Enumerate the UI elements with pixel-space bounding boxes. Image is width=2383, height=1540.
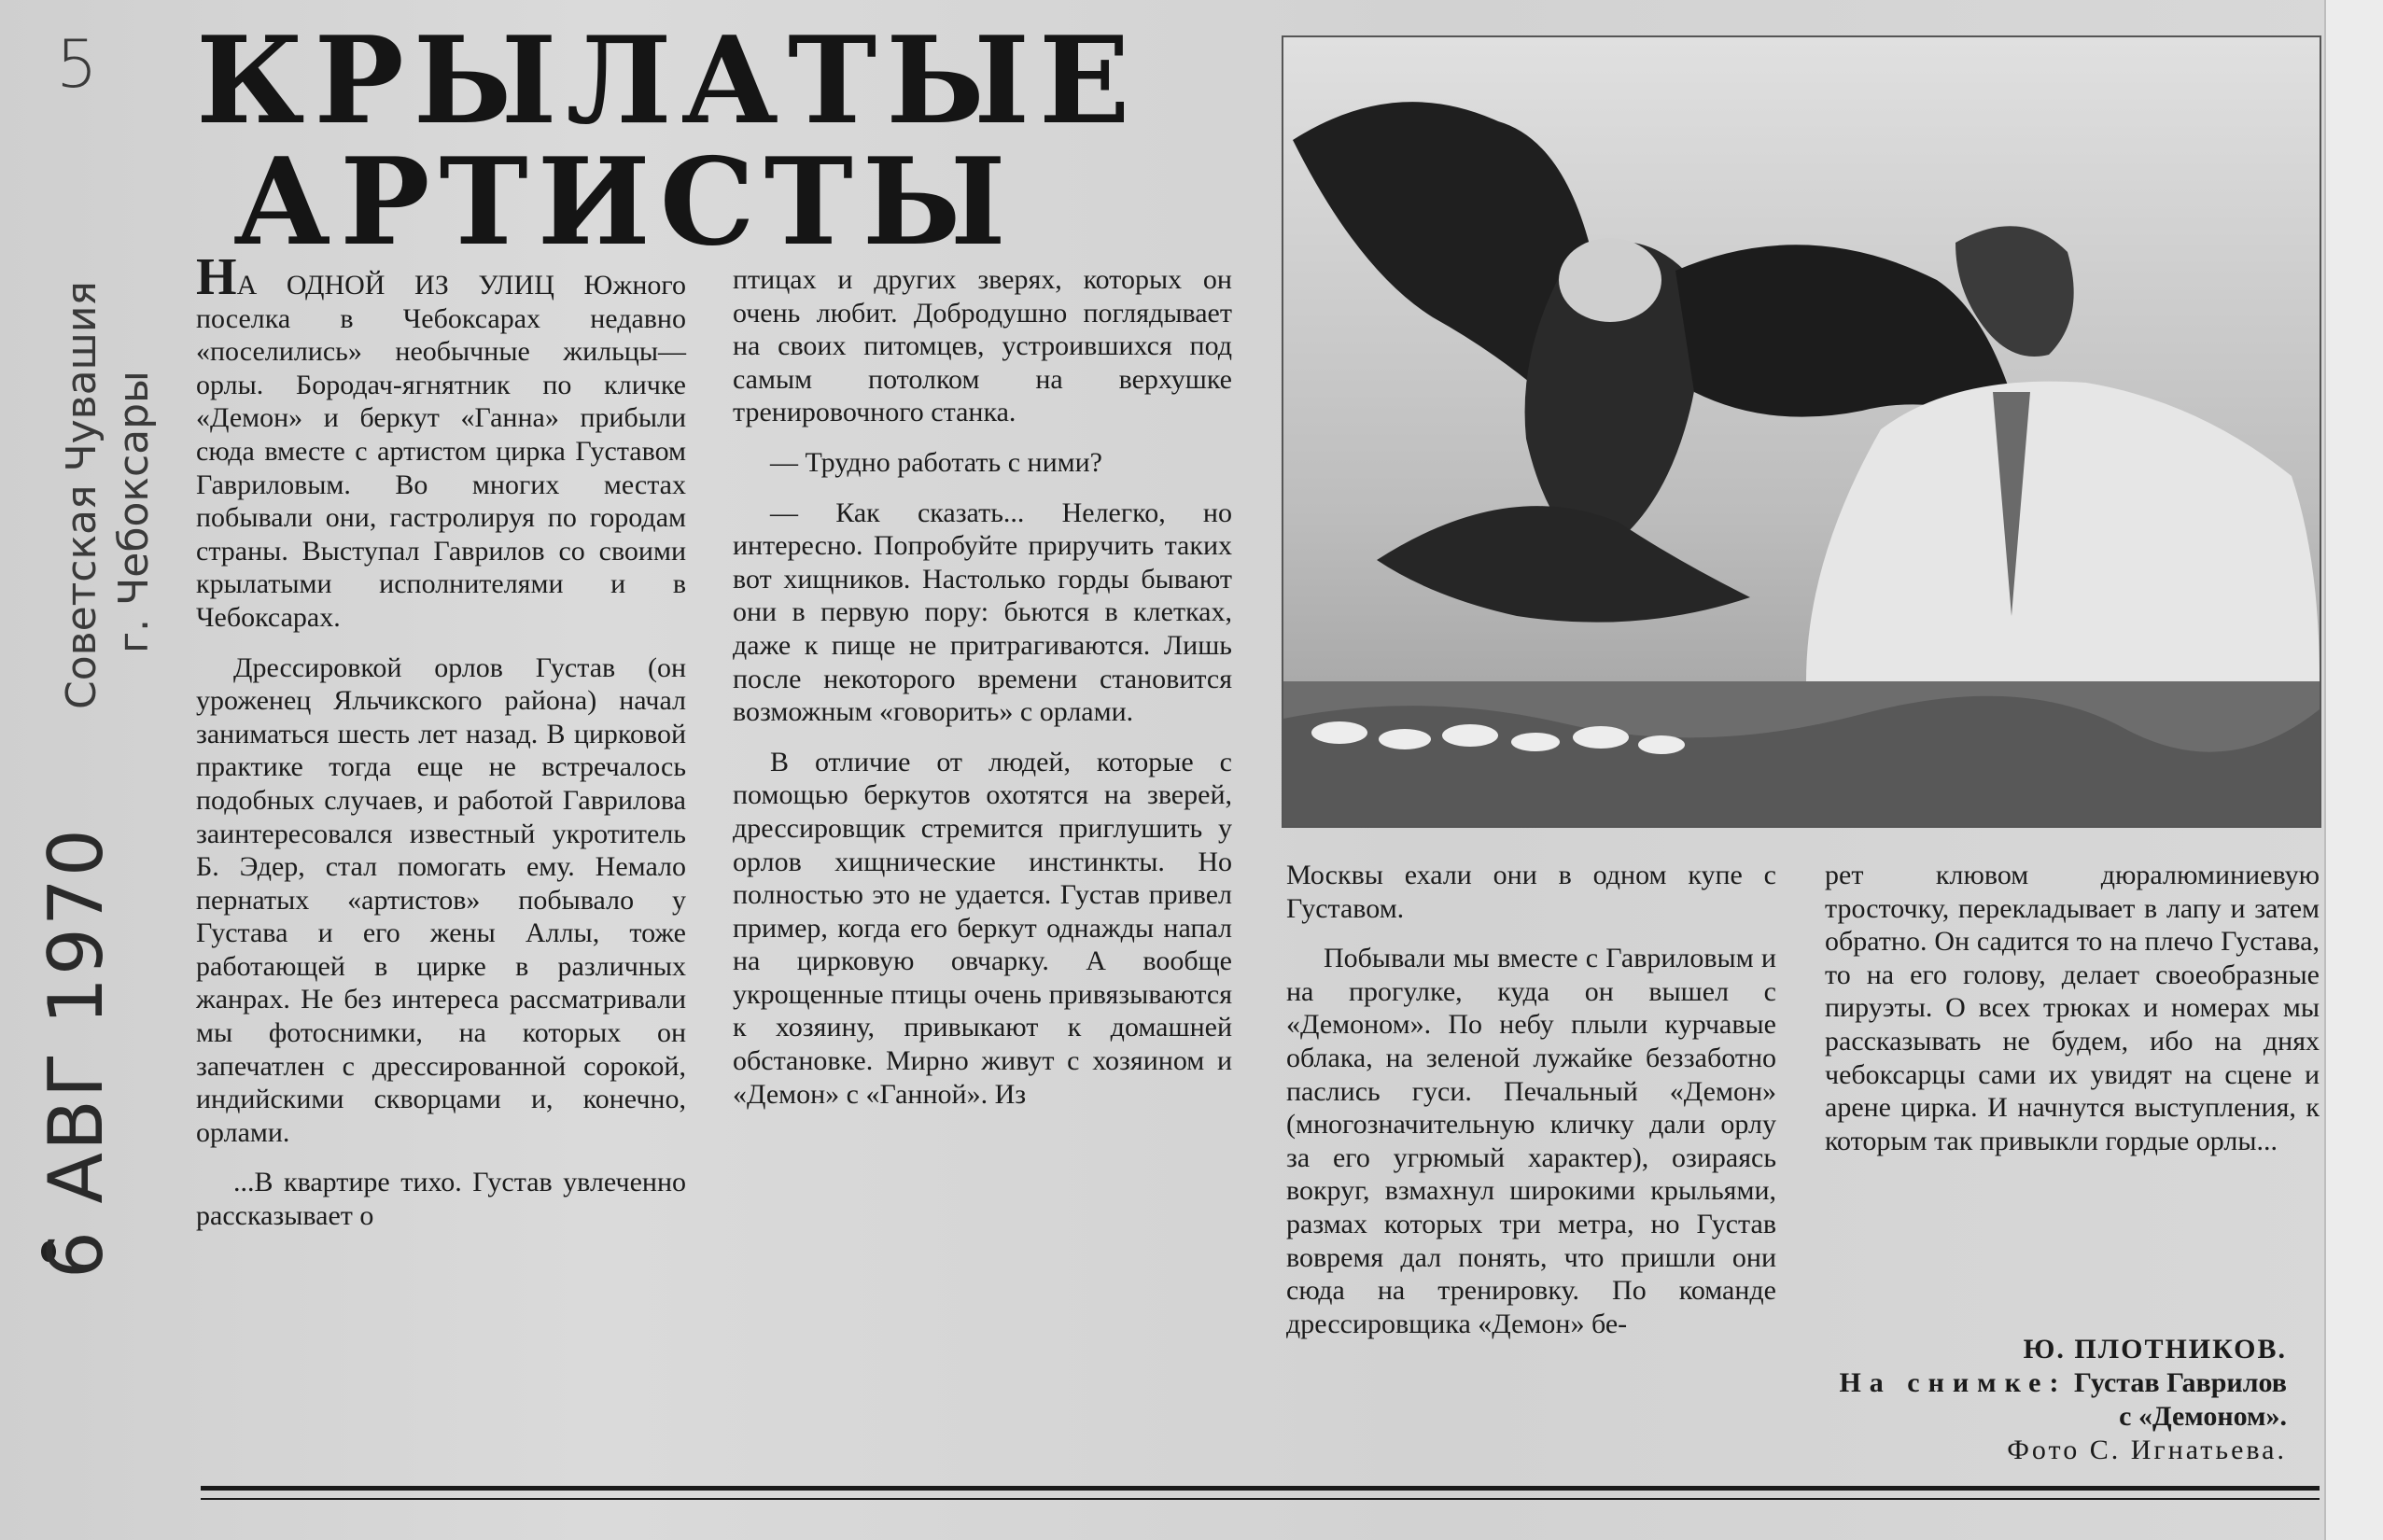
article-column-3 <box>1286 859 1776 1340</box>
paragraph <box>196 248 686 635</box>
paragraph: — Как сказать... Нелегко, но интересно. Попробуйте приручить таких вот хищников. Настолько горды бывают они в первую пору: бьются в клетках, даже к пище не притрагиваются. Лишь после некоторого времени становится возможным «говорить» с орлами. <box>733 497 1232 728</box>
paragraph: Москвы ехали они в одном купе с Густавом. <box>1286 860 1776 924</box>
paragraph: Побывали мы вместе с Гавриловым и на прогулке, куда он вышел с «Демоном». По небу плыли курчавые облака, на зеленой лужайке беззаботно паслись гуси. Печальный «Демон» (многозначительную кличку дали орлу за его угрюмый характер), озираясь вокруг, взмахнул широкими крыльями, размах которых три метра, но Густав вовремя дал понять, что пришли они сюда на тренировку. По команде дрессировщика «Демон» бе- <box>1286 943 1776 1339</box>
caption-text: Густав Гаврилов с «Демоном». <box>2073 1367 2287 1432</box>
caption-lead: На снимке: <box>1839 1367 2068 1398</box>
paragraph: В отличие от людей, которые с помощью беркутов охотятся на зверей, дрессировщик стремится приглушить у орлов хищнические инстинкты. Но полностью это не удается. Густав привел пример, когда его беркут однажды напал на цирковую овчарку. А вообще укрощенные птицы очень привязываются к хозяину, привыкают к домашней обстановке. Мирно живут с хозяином и «Демон» с «Ганной». Из <box>733 746 1232 1110</box>
headline <box>196 11 1269 273</box>
paragraph: птицах и других зверях, которых он очень любит. Добродушно поглядывает на своих питомцев, устроившихся под самым потолком на верхушке тренировочного станка. <box>733 264 1232 428</box>
drop-cap: Н <box>196 248 237 306</box>
author-name: Ю. ПЛОТНИКОВ. <box>2023 1334 2287 1365</box>
photo-credit: Фото С. Игнатьева. <box>2007 1435 2287 1465</box>
eagle-trainer-photo <box>1283 37 2320 826</box>
eagle-head <box>1559 238 1661 322</box>
photo-caption <box>1829 1366 2287 1434</box>
byline-block <box>1829 1333 2287 1467</box>
headline-line-1: КРЫЛАТЫЕ <box>196 11 1140 151</box>
paragraph-text: А ОДНОЙ ИЗ УЛИЦ Южного поселка в Чебоксарах недавно «поселились» необычные жильцы— орлы. Бородач-ягнятник по кличке «Демон» и беркут «Ганна» прибыли сюда вместе с артистом цирка Густавом Гавриловым. Во многих местах побывали они, гастролируя по городам страны. Выступал Гаврилов со своими крылатыми исполнителями и в Чебоксарах. <box>196 270 686 633</box>
article-column-4 <box>1825 859 2320 1157</box>
date-stamp: 6 АВГ 1970 <box>33 827 119 1279</box>
paragraph: рет клювом дюралюминиевую тросточку, перекладывает в лапу и затем обратно. Он садится то на плечо Густава, то на его голову, делает своеобразные пируэты. О всех трюках и номерах мы рассказывать не будем, ибо на днях чебоксарцы сами их увидят на сцене и арене цирка. И начнутся выступления, к которым так привыкли гордые орлы... <box>1825 860 2320 1156</box>
article-column-1 <box>196 248 686 1233</box>
paragraph: ...В квартире тихо. Густав увлеченно рассказывает о <box>196 1167 686 1232</box>
bottom-rule-thick <box>201 1486 2320 1491</box>
article-column-2 <box>733 263 1232 1111</box>
article-photo <box>1282 35 2321 828</box>
archive-number: 5 <box>56 26 98 103</box>
paragraph: — Трудно работать с ними? <box>770 446 1102 478</box>
source-city: г. Чебоксары <box>110 371 158 653</box>
bottom-rule-thin <box>201 1498 2320 1500</box>
paragraph: Дрессировкой орлов Густав (он уроженец Яльчикского района) начал заниматься шесть лет назад. В цирковой практике тогда еще не встречалось подобных случаев, и работой Гаврилова заинтересовался известный укротитель Б. Эдер, стал помогать ему. Немало пернатых «артистов» побывало у Густава и его жены Аллы, тоже работающей в цирке в различных жанрах. Не без интереса рассматривали мы фотоснимки, на которых он запечатлен с дрессированной сорокой, индийскими скворцами и, конечно, орлами. <box>196 651 686 1148</box>
source-newspaper: Советская Чувашия <box>58 281 105 709</box>
source-note <box>56 187 161 709</box>
headline-line-2: АРТИСТЫ <box>233 133 1016 273</box>
scan-edge <box>2324 0 2383 1540</box>
